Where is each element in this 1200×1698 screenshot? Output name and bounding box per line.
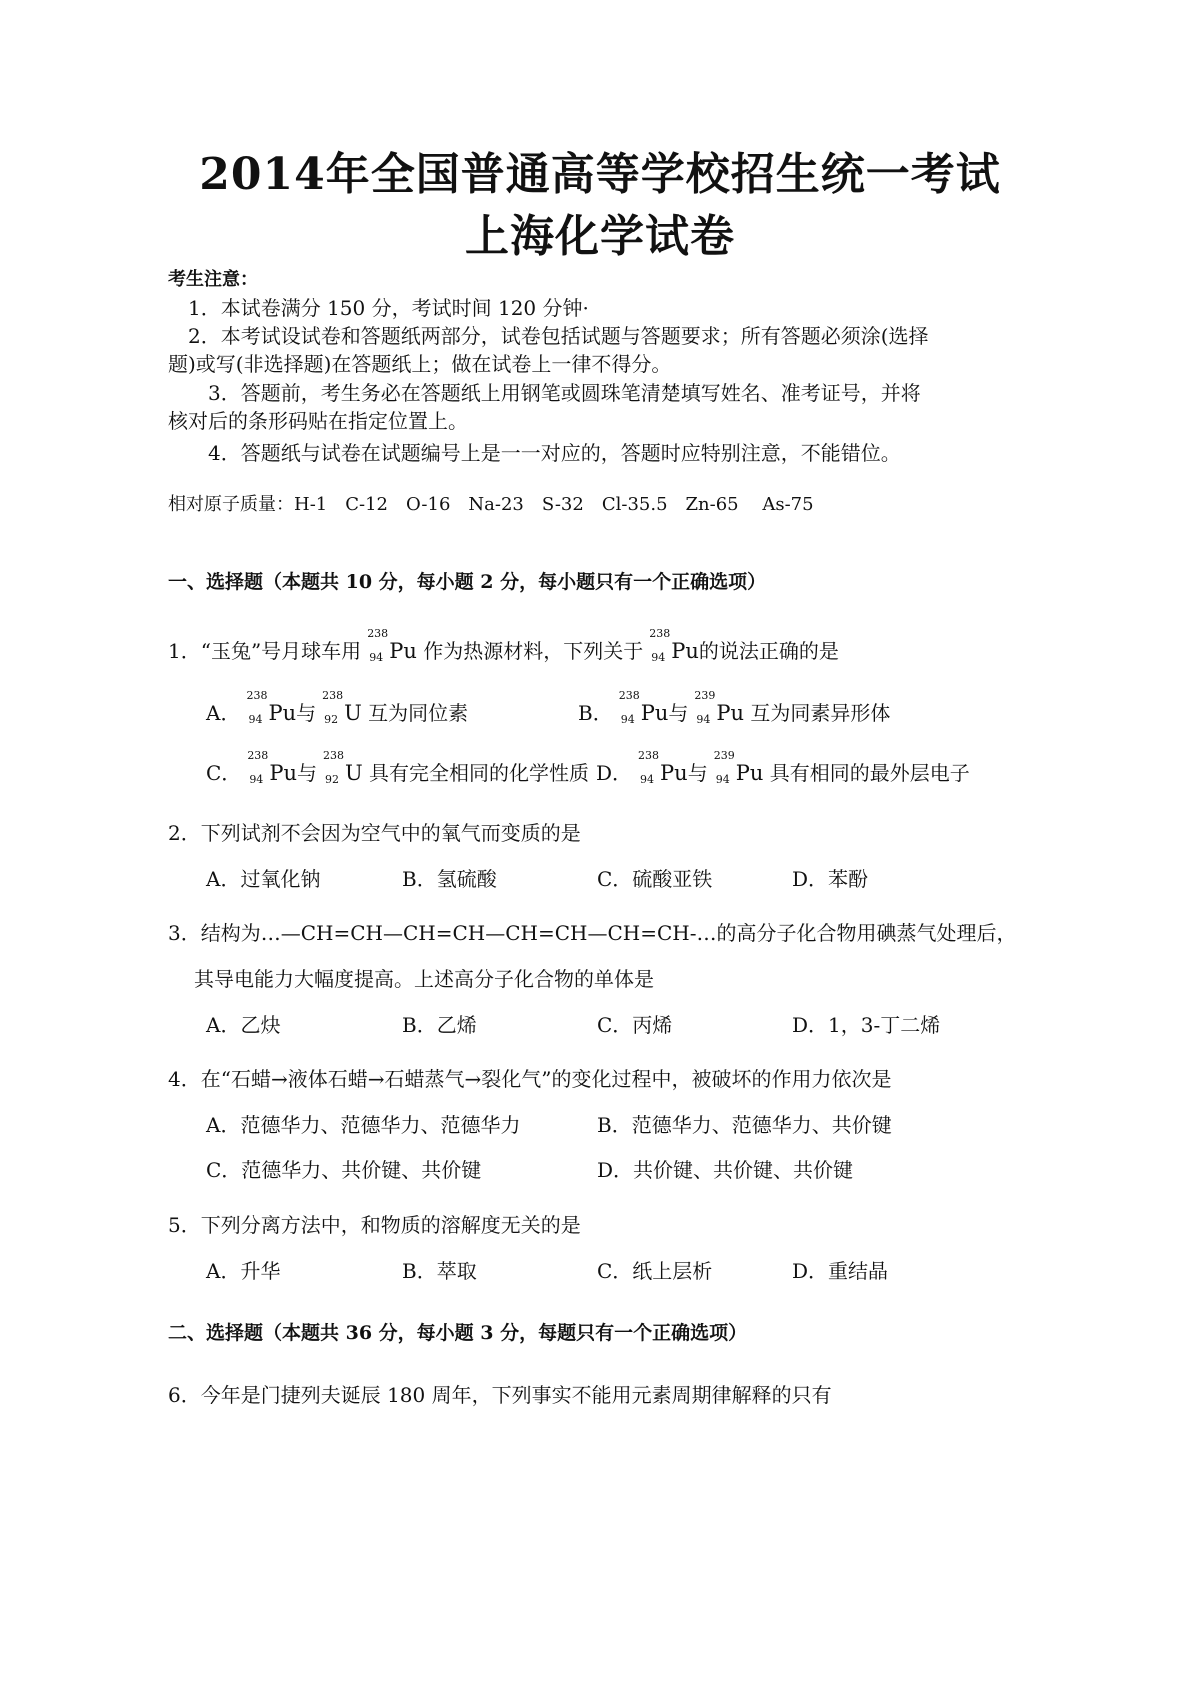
notice-item-2-line1: 2．本考试设试卷和答题纸两部分，试卷包括试题与答题要求；所有答题必须涂(选择: [188, 324, 929, 348]
q4-option-d: D．共价键、共价键、共价键: [597, 1158, 854, 1182]
exam-title-line1: 2014年全国普通高等学校招生统一考试: [199, 149, 1001, 200]
notice-heading: 考生注意：: [168, 269, 258, 290]
q1-mid: 作为热源材料，下列关于: [423, 639, 644, 663]
q3-option-a: A．乙炔: [206, 1013, 281, 1037]
isotope-pu238: 238 94 Pu: [638, 749, 688, 786]
question-1-stem: [168, 627, 839, 666]
q5-option-a: A．升华: [206, 1259, 281, 1283]
notice-item-1: 1．本试卷满分 150 分，考试时间 120 分钟·: [188, 296, 589, 320]
q4-option-c: C．范德华力、共价键、共价键: [206, 1158, 482, 1182]
isotope-pu238: 238 94 Pu: [247, 749, 297, 786]
q2-option-d: D．苯酚: [792, 867, 869, 891]
q3-option-c: C．丙烯: [597, 1013, 673, 1037]
q2-option-b: B．氢硫酸: [402, 867, 497, 891]
isotope-pu239: 239 94 Pu: [713, 749, 764, 786]
q1-suffix: 的说法正确的是: [698, 639, 839, 663]
q5-option-c: C．纸上层析: [597, 1259, 713, 1283]
question-6-stem: 6．今年是门捷列夫诞辰 180 周年，下列事实不能用元素周期律解释的只有: [168, 1383, 832, 1407]
question-4-stem: 4．在“石蜡→液体石蜡→石蜡蒸气→裂化气”的变化过程中，被破坏的作用力依次是: [168, 1067, 892, 1091]
q4-option-a: A．范德华力、范德华力、范德华力: [206, 1113, 521, 1137]
question-5-stem: 5．下列分离方法中，和物质的溶解度无关的是: [168, 1213, 581, 1237]
isotope-pu238: 238 94 Pu: [649, 627, 699, 664]
q4-option-b: B．范德华力、范德华力、共价键: [597, 1113, 892, 1137]
isotope-pu239: 239 94 Pu: [694, 689, 745, 726]
q1-option-c: C． 238 94 Pu与 238 92 U 具有完全相同的化学性质: [206, 749, 590, 786]
isotope-pu238: 238 94 Pu: [618, 689, 669, 726]
exam-title-line2: 上海化学试卷: [465, 211, 735, 262]
isotope-u238: 238 92 U: [322, 689, 362, 726]
q5-option-d: D．重结晶: [792, 1259, 889, 1283]
q1-prefix: 1．“玉兔”号月球车用: [168, 639, 362, 663]
question-3-stem-line1: 3．结构为…—CH=CH—CH=CH—CH=CH—CH=CH-…的高分子化合物用碘蒸气处理后，: [168, 921, 1017, 945]
q1-option-b: B． 238 94 Pu与 239 94 Pu 互为同素异形体: [578, 689, 891, 726]
question-3-stem-line2: 其导电能力大幅度提高。上述高分子化合物的单体是: [194, 967, 654, 991]
isotope-u238: 238 92 U: [322, 749, 363, 786]
isotope-pu238: 238 94 Pu: [246, 689, 297, 726]
q3-option-d: D．1，3-丁二烯: [792, 1013, 941, 1037]
q2-option-a: A．过氧化钠: [206, 867, 321, 891]
question-2-stem: 2．下列试剂不会因为空气中的氧气而变质的是: [168, 821, 581, 845]
q3-option-b: B．乙烯: [402, 1013, 477, 1037]
section-2-heading: 二、选择题（本题共 36 分，每小题 3 分，每题只有一个正确选项）: [168, 1322, 748, 1344]
notice-item-4: 4．答题纸与试卷在试题编号上是一一对应的，答题时应特别注意，不能错位。: [208, 441, 901, 465]
q2-option-c: C．硫酸亚铁: [597, 867, 713, 891]
isotope-pu238: 238 94 Pu: [367, 627, 417, 664]
q5-option-b: B．萃取: [402, 1259, 477, 1283]
q1-option-d: D． 238 94 Pu与 239 94 Pu 具有相同的最外层电子: [596, 749, 970, 786]
notice-item-3-line2: 核对后的条形码贴在指定位置上。: [168, 409, 468, 433]
section-1-heading: 一、选择题（本题共 10 分，每小题 2 分，每小题只有一个正确选项）: [168, 571, 767, 593]
q1-option-a: A． 238 94 Pu与 238 92 U 互为同位素: [206, 689, 469, 726]
atomic-mass-line: 相对原子质量：H-1 C-12 O-16 Na-23 S-32 Cl-35.5 Zn-65 As-75: [168, 494, 814, 515]
notice-item-3-line1: 3．答题前，考生务必在答题纸上用钢笔或圆珠笔清楚填写姓名、准考证号，并将: [208, 381, 921, 405]
notice-item-2-line2: 题)或写(非选择题)在答题纸上；做在试卷上一律不得分。: [168, 352, 672, 376]
